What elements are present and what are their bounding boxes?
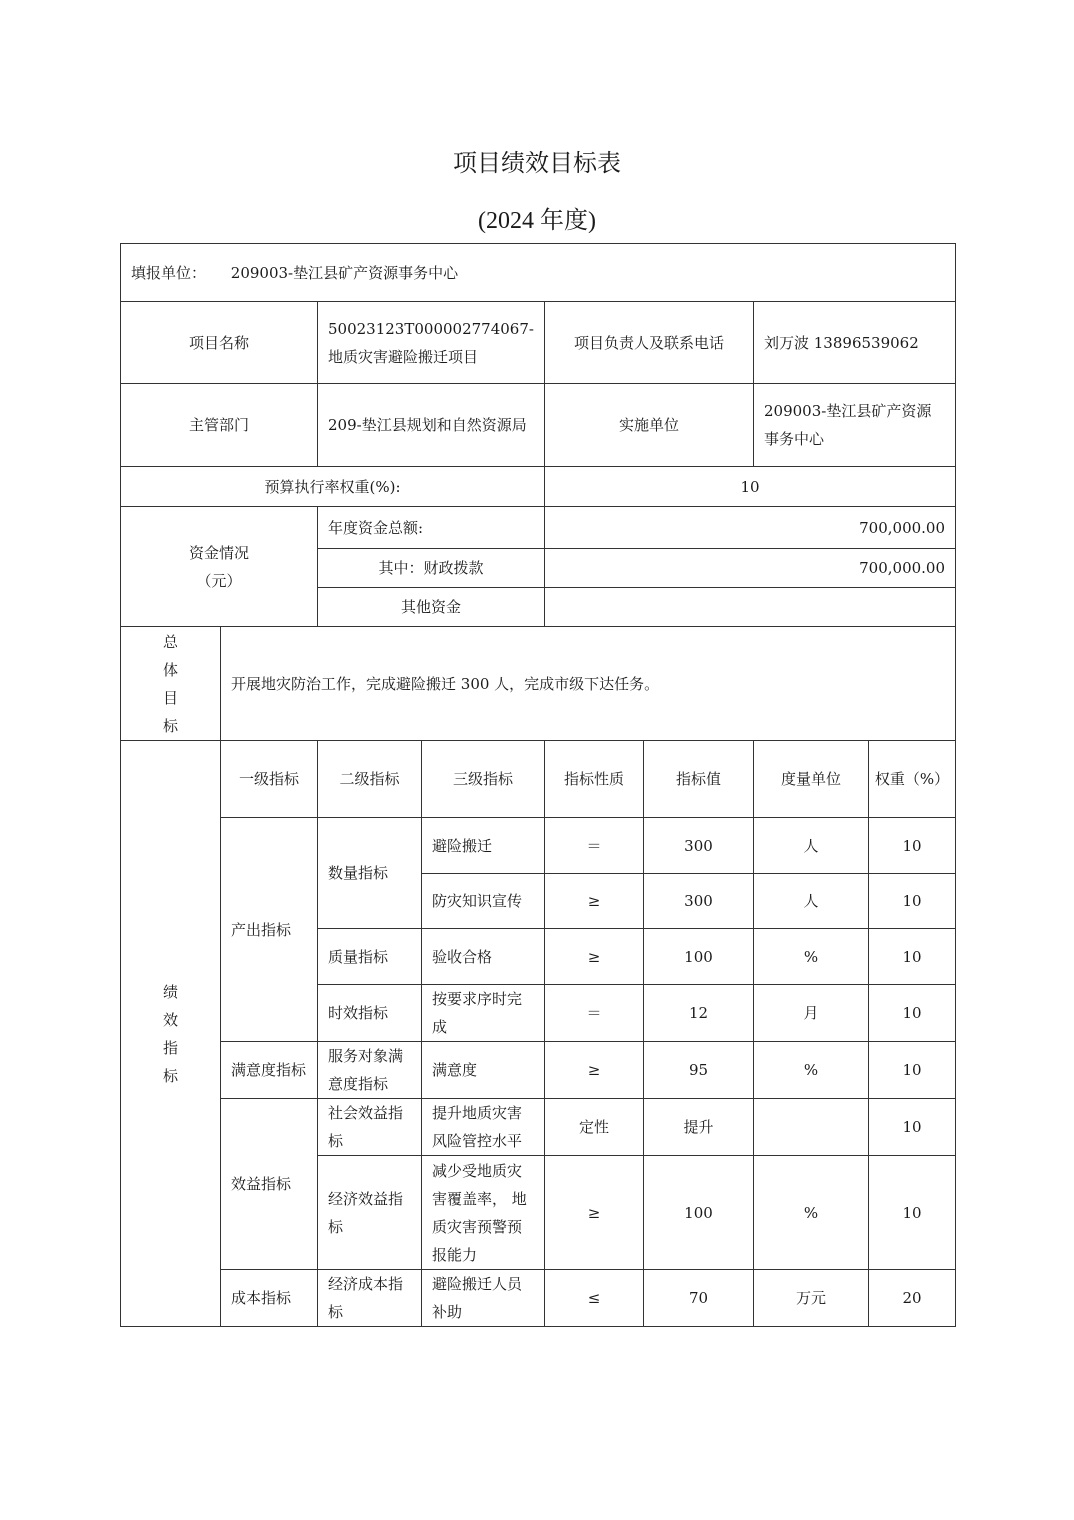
funds-fiscal-label: 其中：财政拨款 bbox=[318, 549, 545, 588]
unit-cell bbox=[754, 1099, 869, 1156]
value-cell: 95 bbox=[644, 1042, 754, 1099]
page-subtitle: (2024 年度) bbox=[478, 208, 596, 234]
weight-cell: 10 bbox=[869, 1042, 956, 1099]
funds-label bbox=[121, 507, 318, 627]
header-level3: 三级指标 bbox=[422, 741, 545, 818]
unit-cell: % bbox=[754, 1156, 869, 1270]
dept-value: 209-垫江县规划和自然资源局 bbox=[318, 384, 545, 467]
table-row bbox=[121, 818, 956, 874]
nature-cell: 定性 bbox=[545, 1099, 644, 1156]
performance-indicators-label bbox=[121, 741, 221, 1327]
nature-cell: ≥ bbox=[545, 1042, 644, 1099]
goal-label-char: 标 bbox=[162, 716, 178, 735]
level3-cell: 避险搬迁 bbox=[422, 818, 545, 874]
level1-satisfaction: 满意度指标 bbox=[221, 1042, 318, 1099]
value-cell: 300 bbox=[644, 818, 754, 874]
header-level1: 一级指标 bbox=[221, 741, 318, 818]
reporting-unit-row bbox=[121, 244, 956, 302]
level2-economic-benefit: 经济效益指标 bbox=[318, 1156, 422, 1270]
level2-economic-cost: 经济成本指标 bbox=[318, 1270, 422, 1327]
unit-cell: % bbox=[754, 1042, 869, 1099]
value-cell: 70 bbox=[644, 1270, 754, 1327]
level2-quality: 质量指标 bbox=[318, 929, 422, 985]
nature-cell: ≤ bbox=[545, 1270, 644, 1327]
level1-cost: 成本指标 bbox=[221, 1270, 318, 1327]
project-name-label: 项目名称 bbox=[121, 302, 318, 384]
weight-cell: 10 bbox=[869, 1099, 956, 1156]
level2-service-satisfaction: 服务对象满意度指标 bbox=[318, 1042, 422, 1099]
level3-cell: 满意度 bbox=[422, 1042, 545, 1099]
value-cell: 100 bbox=[644, 1156, 754, 1270]
level2-quantity: 数量指标 bbox=[318, 818, 422, 929]
impl-unit-value: 209003-垫江县矿产资源事务中心 bbox=[754, 384, 956, 467]
funds-total-label: 年度资金总额: bbox=[318, 507, 545, 549]
level2-timeliness: 时效指标 bbox=[318, 985, 422, 1042]
overall-goal-label bbox=[121, 627, 221, 741]
funds-fiscal-value: 700,000.00 bbox=[545, 549, 956, 588]
unit-cell: 万元 bbox=[754, 1270, 869, 1327]
funds-label-line1: 资金情况 bbox=[188, 543, 249, 562]
dept-label: 主管部门 bbox=[121, 384, 318, 467]
weight-cell: 10 bbox=[869, 985, 956, 1042]
goal-label-char: 总 bbox=[162, 632, 178, 651]
unit-cell: % bbox=[754, 929, 869, 985]
impl-unit-label: 实施单位 bbox=[545, 384, 754, 467]
level3-cell: 减少受地质灾害覆盖率， 地质灾害预警预报能力 bbox=[422, 1156, 545, 1270]
overall-goal-text: 开展地灾防治工作，完成避险搬迁 300 人，完成市级下达任务。 bbox=[221, 627, 956, 741]
reporting-unit-label: 填报单位： bbox=[131, 263, 207, 282]
reporting-unit-value: 209003-垫江县矿产资源事务中心 bbox=[230, 263, 459, 282]
indicator-label-char: 标 bbox=[162, 1066, 178, 1085]
header-nature: 指标性质 bbox=[545, 741, 644, 818]
header-unit: 度量单位 bbox=[754, 741, 869, 818]
header-value: 指标值 bbox=[644, 741, 754, 818]
project-contact-value: 刘万波 13896539062 bbox=[754, 302, 956, 384]
weight-cell: 10 bbox=[869, 929, 956, 985]
level3-cell: 避险搬迁人员补助 bbox=[422, 1270, 545, 1327]
level1-benefit: 效益指标 bbox=[221, 1099, 318, 1270]
goal-label-char: 目 bbox=[162, 688, 178, 707]
header-level2: 二级指标 bbox=[318, 741, 422, 818]
nature-cell: ≥ bbox=[545, 874, 644, 929]
weight-cell: 10 bbox=[869, 874, 956, 929]
unit-cell: 人 bbox=[754, 874, 869, 929]
level3-cell: 防灾知识宣传 bbox=[422, 874, 545, 929]
nature-cell: ≥ bbox=[545, 929, 644, 985]
value-cell: 12 bbox=[644, 985, 754, 1042]
weight-cell: 10 bbox=[869, 1156, 956, 1270]
header-weight: 权重（%） bbox=[869, 741, 956, 818]
table-row bbox=[121, 1042, 956, 1099]
budget-weight-value: 10 bbox=[545, 467, 956, 507]
project-contact-label: 项目负责人及联系电话 bbox=[545, 302, 754, 384]
unit-cell: 人 bbox=[754, 818, 869, 874]
budget-weight-label: 预算执行率权重(%): bbox=[121, 467, 545, 507]
funds-other-label: 其他资金 bbox=[318, 588, 545, 627]
level3-cell: 提升地质灾害风险管控水平 bbox=[422, 1099, 545, 1156]
level1-output: 产出指标 bbox=[221, 818, 318, 1042]
nature-cell: ≥ bbox=[545, 1156, 644, 1270]
project-name-value: 50023123T000002774067-地质灾害避险搬迁项目 bbox=[318, 302, 545, 384]
weight-cell: 20 bbox=[869, 1270, 956, 1327]
page-title: 项目绩效目标表 bbox=[453, 149, 621, 177]
table-row bbox=[121, 1099, 956, 1156]
weight-cell: 10 bbox=[869, 818, 956, 874]
nature-cell: ＝ bbox=[545, 818, 644, 874]
indicator-label-char: 绩 bbox=[162, 982, 178, 1001]
goal-label-char: 体 bbox=[162, 660, 178, 679]
table-row bbox=[121, 1270, 956, 1327]
performance-target-table bbox=[120, 243, 956, 1327]
level3-cell: 验收合格 bbox=[422, 929, 545, 985]
unit-cell: 月 bbox=[754, 985, 869, 1042]
funds-label-line2: （元） bbox=[196, 571, 242, 590]
funds-other-value bbox=[545, 588, 956, 627]
level3-cell: 按要求序时完成 bbox=[422, 985, 545, 1042]
indicator-label-char: 效 bbox=[162, 1010, 178, 1029]
nature-cell: ＝ bbox=[545, 985, 644, 1042]
value-cell: 300 bbox=[644, 874, 754, 929]
level2-social-benefit: 社会效益指标 bbox=[318, 1099, 422, 1156]
indicator-label-char: 指 bbox=[162, 1038, 178, 1057]
value-cell: 100 bbox=[644, 929, 754, 985]
funds-total-value: 700,000.00 bbox=[545, 507, 956, 549]
value-cell: 提升 bbox=[644, 1099, 754, 1156]
